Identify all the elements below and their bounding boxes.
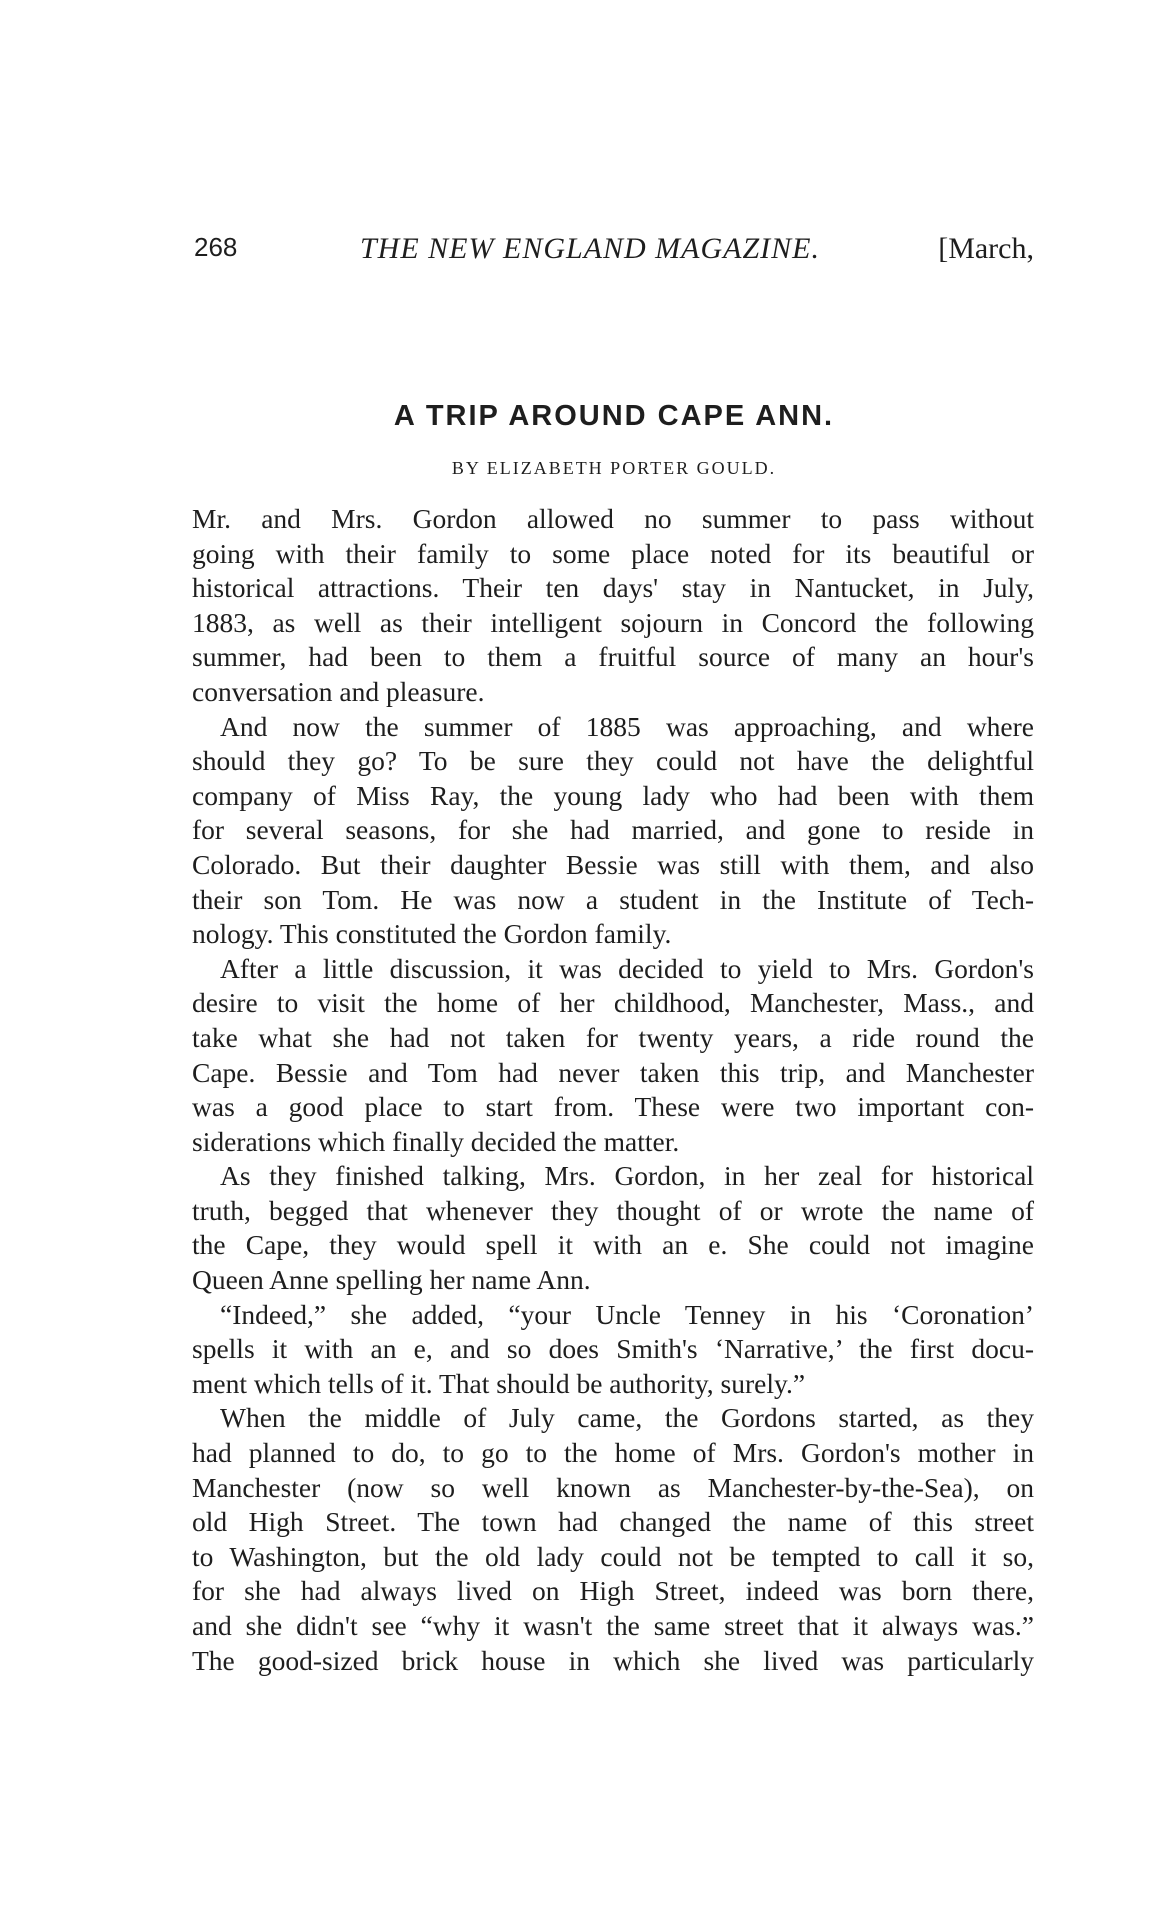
text-line: ment which tells of it. That should be authority, surely.” bbox=[192, 1367, 806, 1399]
text-line: was a good place to start from. These were two important con- bbox=[192, 1091, 1034, 1123]
text-line: for several seasons, for she had married, and gone to reside in bbox=[192, 814, 1034, 846]
text-line: “Indeed,” she added, “your Uncle Tenney in his ‘Coronation’ bbox=[220, 1298, 1034, 1330]
text-line: Cape. Bessie and Tom had never taken this trip, and Manchester bbox=[192, 1056, 1034, 1088]
text-line: historical attractions. Their ten days' stay in Nantucket, in July, bbox=[192, 572, 1034, 604]
text-line: truth, begged that whenever they thought of or wrote the name of bbox=[192, 1194, 1034, 1226]
text-line: should they go? To be sure they could not have the delightful bbox=[192, 745, 1034, 777]
text-line: going with their family to some place noted for its beautiful or bbox=[192, 537, 1034, 569]
text-line: siderations which finally decided the matter. bbox=[192, 1125, 680, 1157]
text-line: Mr. and Mrs. Gordon allowed no summer to pass without bbox=[192, 503, 1034, 534]
text-line: nology. This constituted the Gordon family. bbox=[192, 918, 672, 950]
text-line: old High Street. The town had changed the name of this street bbox=[192, 1506, 1034, 1538]
text-line: desire to visit the home of her childhood, Manchester, Mass., and bbox=[192, 987, 1034, 1019]
text-line: for she had always lived on High Street, indeed was born there, bbox=[192, 1575, 1034, 1607]
text-line: summer, had been to them a fruitful source of many an hour's bbox=[192, 641, 1034, 673]
text-line: the Cape, they would spell it with an e. She could not imagine bbox=[192, 1229, 1034, 1261]
text-line: Colorado. But their daughter Bessie was still with them, and also bbox=[192, 848, 1034, 880]
text-line: conversation and pleasure. bbox=[192, 675, 485, 707]
text-line: And now the summer of 1885 was approaching, and where bbox=[220, 710, 1034, 742]
text-line: The good-sized brick house in which she lived was particularly bbox=[192, 1644, 1034, 1676]
page-number: 268 bbox=[194, 232, 238, 262]
article-title: A TRIP AROUND CAPE ANN. bbox=[393, 400, 835, 432]
magazine-title: THE NEW ENGLAND MAGAZINE. bbox=[360, 232, 820, 265]
text-line: Queen Anne spelling her name Ann. bbox=[192, 1264, 591, 1296]
text-line: their son Tom. He was now a student in the Institute of Tech- bbox=[192, 883, 1034, 915]
text-line: After a little discussion, it was decided to yield to Mrs. Gordon's bbox=[220, 952, 1034, 984]
text-line: 1883, as well as their intelligent sojourn in Concord the following bbox=[192, 606, 1034, 638]
text-line: As they finished talking, Mrs. Gordon, in her zeal for historical bbox=[220, 1160, 1034, 1192]
article-byline: BY ELIZABETH PORTER GOULD. bbox=[451, 458, 777, 478]
text-line: to Washington, but the old lady could not be tempted to call it so, bbox=[192, 1540, 1034, 1572]
text-line: When the middle of July came, the Gordons started, as they bbox=[220, 1402, 1034, 1434]
issue-month: [March, bbox=[938, 232, 1034, 265]
text-line: spells it with an e, and so does Smith's ‘Narrative,’ the first docu- bbox=[192, 1333, 1034, 1365]
text-line: and she didn't see “why it wasn't the same street that it always was.” bbox=[192, 1610, 1034, 1641]
text-line: company of Miss Ray, the young lady who had been with them bbox=[192, 779, 1034, 811]
text-line: Manchester (now so well known as Manchester-by-the-Sea), on bbox=[192, 1471, 1034, 1503]
article-body bbox=[192, 502, 1034, 1678]
running-header bbox=[194, 232, 1034, 272]
text-line: take what she had not taken for twenty years, a ride round the bbox=[192, 1021, 1034, 1053]
text-line: had planned to do, to go to the home of Mrs. Gordon's mother in bbox=[192, 1437, 1034, 1469]
